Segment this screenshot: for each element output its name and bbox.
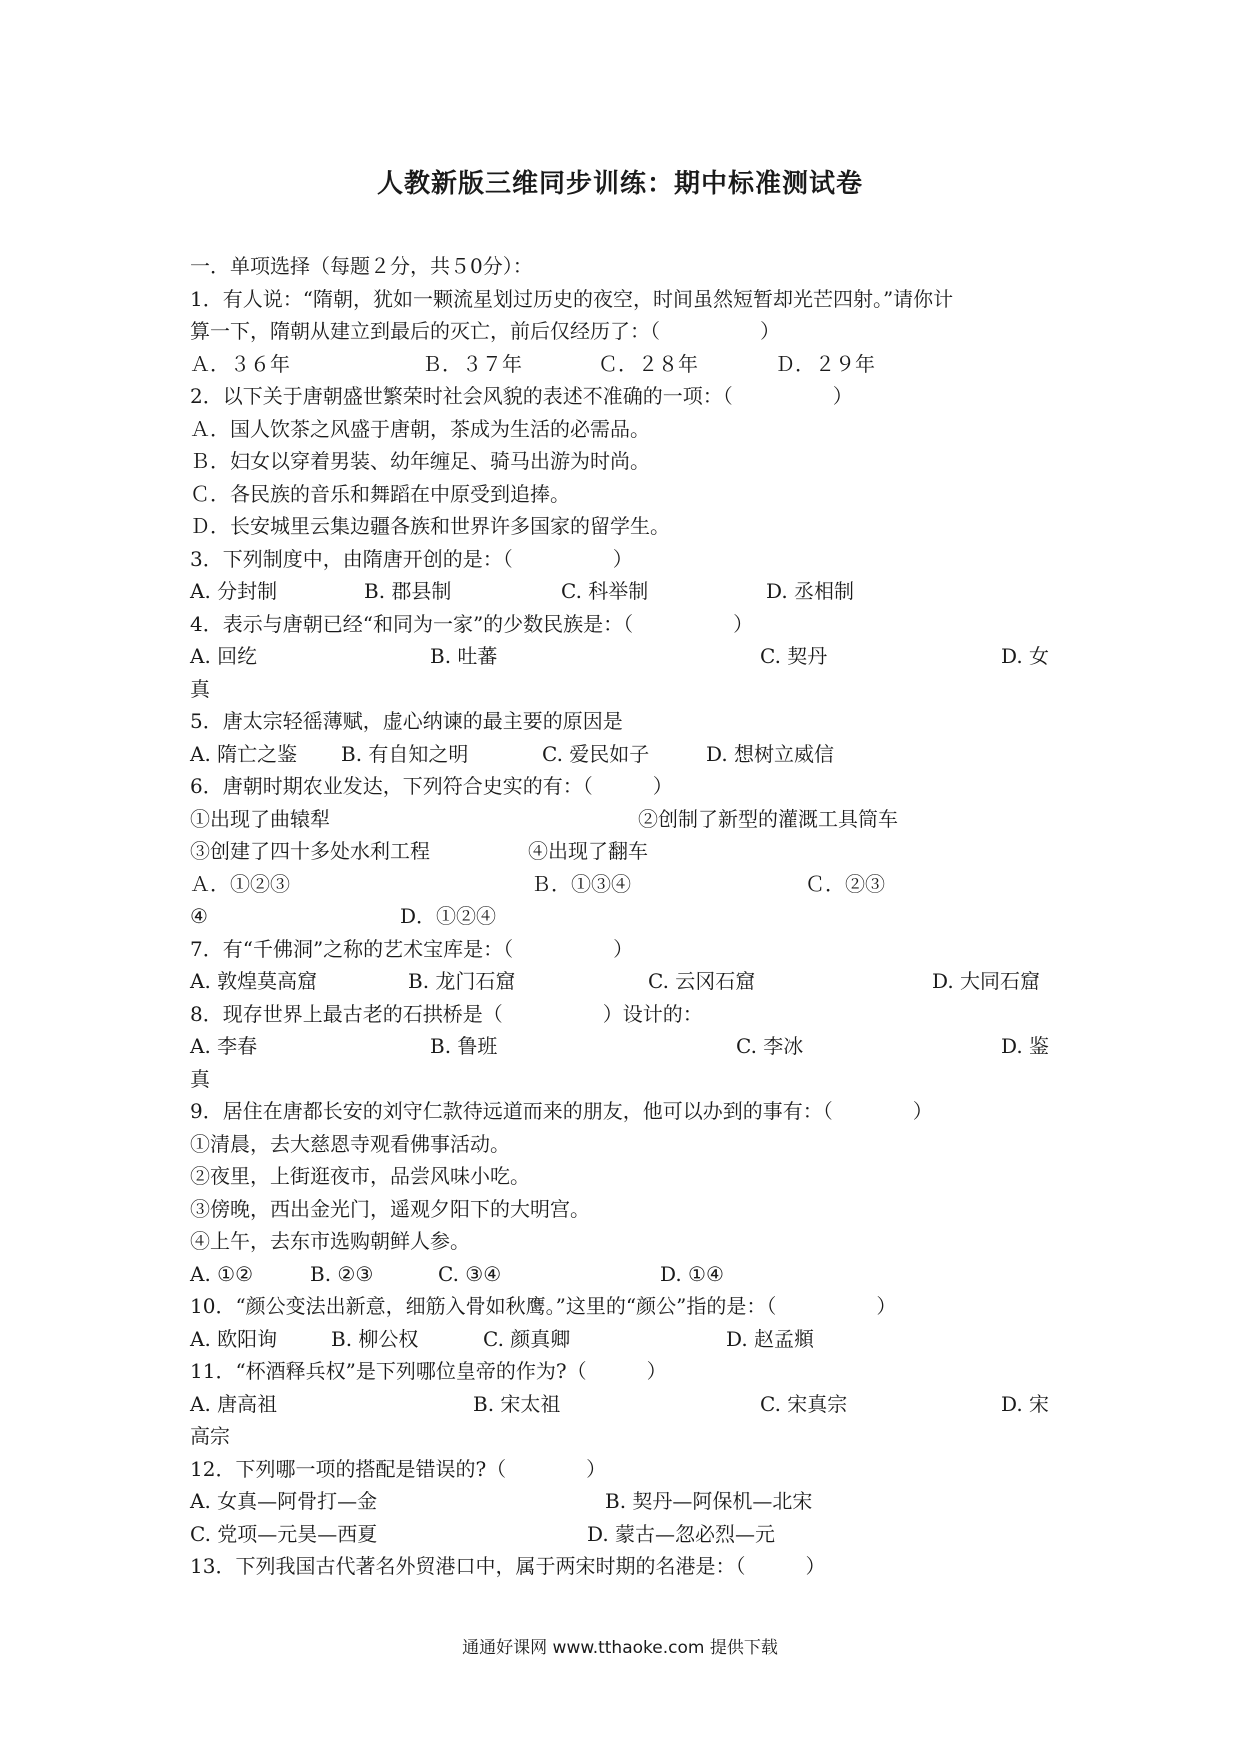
- option-d: D. 鉴: [1001, 1034, 1050, 1058]
- statements-row: [190, 803, 1060, 836]
- question-stem: [190, 1290, 1060, 1323]
- option-a: A. 隋亡之鉴: [190, 741, 298, 766]
- option-line: [190, 413, 1060, 446]
- page-footer: 通通好课网 www.tthaoke.com 提供下载: [462, 1638, 778, 1658]
- statement-line: [190, 1193, 1060, 1226]
- option-c: C. 爱民如子: [542, 741, 650, 766]
- options-row: [190, 868, 1060, 901]
- option-d: Ｄ．长安城里云集边疆各族和世界许多国家的留学生。: [190, 514, 670, 538]
- option-b: Ｂ．３７年: [422, 351, 522, 376]
- question-1-stem-line-1: 1．有人说：“隋朝，犹如一颗流星划过历史的夜空，时间虽然短暂却光芒四射。”请你计: [190, 286, 954, 311]
- option-a: Ａ．３６年: [190, 351, 290, 376]
- option-c: Ｃ．各民族的音乐和舞蹈在中原受到追捧。: [190, 481, 570, 506]
- page-title: 人教新版三维同步训练：期中标准测试卷: [376, 169, 863, 199]
- question-1-stem-line-2: 算一下，隋朝从建立到最后的灭亡，前后仅经历了：（ ）: [190, 319, 780, 343]
- question-5-stem: 5．唐太宗轻徭薄赋，虚心纳谏的最主要的原因是: [190, 709, 623, 733]
- question-stem: [190, 380, 1060, 413]
- option-c: C. 党项—元昊—西夏: [190, 1521, 378, 1546]
- question-12-stem: 12．下列哪一项的搭配是错误的?（ ）: [190, 1456, 607, 1481]
- option-a: A. 唐高祖: [190, 1391, 278, 1416]
- question-stem: [190, 770, 1060, 803]
- option-b: Ｂ．①③④: [531, 871, 631, 896]
- option-d: D. 想树立威信: [706, 741, 835, 766]
- option-c: C. 颜真卿: [483, 1326, 571, 1351]
- options-row: [190, 738, 1060, 771]
- question-4-stem: 4．表示与唐朝已经“和同为一家”的少数民族是：（ ）: [190, 611, 754, 636]
- options-row: [190, 348, 1060, 381]
- option-d-continued: 真: [190, 1066, 210, 1091]
- question-stem: [190, 1355, 1060, 1388]
- option-a: Ａ．①②③: [190, 871, 290, 896]
- statement-3: ③创建了四十多处水利工程: [190, 839, 430, 863]
- question-stem: [190, 283, 1060, 316]
- options-row: [190, 965, 1060, 998]
- options-row: [190, 1323, 1060, 1356]
- option-d: D. 宋: [1001, 1391, 1050, 1416]
- option-b: B. 有自知之明: [341, 741, 469, 766]
- option-d: D. 大同石窟: [932, 969, 1041, 993]
- statement-line: [190, 1225, 1060, 1258]
- question-stem: [190, 933, 1060, 966]
- options-row: [190, 1485, 1060, 1518]
- question-3-stem: 3．下列制度中，由隋唐开创的是：（ ）: [190, 546, 633, 571]
- option-line: [190, 445, 1060, 478]
- section-label: 一．单项选择（每题２分，共５0分）：: [190, 254, 533, 278]
- option-c: C. ③④: [438, 1261, 502, 1286]
- option-b: B. 郡县制: [364, 579, 452, 603]
- option-a: A. 敦煌莫高窟: [190, 969, 318, 993]
- option-b: B. 宋太祖: [473, 1391, 561, 1416]
- option-line: [190, 478, 1060, 511]
- question-8-stem: 8．现存世界上最古老的石拱桥是（ ）设计的：: [190, 1001, 703, 1026]
- option-d: D. 蒙古—忽必烈—元: [587, 1521, 776, 1546]
- option-d: Ｄ．２９年: [775, 351, 875, 376]
- question-11-stem: 11．“杯酒释兵权”是下列哪位皇帝的作为?（ ）: [190, 1359, 667, 1383]
- options-row: [190, 1030, 1060, 1063]
- question-stem: [190, 543, 1060, 576]
- option-c: C. 李冰: [736, 1034, 804, 1058]
- statement-2: ②创制了新型的灌溉工具筒车: [638, 806, 898, 831]
- question-stem: [190, 608, 1060, 641]
- option-a: A. 欧阳询: [190, 1326, 278, 1351]
- option-c: C. 契丹: [760, 644, 828, 668]
- option-b: B. 吐蕃: [430, 644, 498, 668]
- option-a: A. 分封制: [190, 579, 278, 603]
- statement-line: [190, 1160, 1060, 1193]
- option-d-continued: 高宗: [190, 1424, 230, 1448]
- question-6-stem: 6．唐朝时期农业发达，下列符合史实的有：（ ）: [190, 774, 673, 798]
- statements-row: [190, 835, 1060, 868]
- options-row: [190, 1258, 1060, 1291]
- statement-line: [190, 1128, 1060, 1161]
- question-stem: [190, 1095, 1060, 1128]
- option-b: B. ②③: [310, 1261, 374, 1286]
- option-c-continued: ④: [190, 904, 208, 928]
- question-13-stem: 13．下列我国古代著名外贸港口中，属于两宋时期的名港是：（ ）: [190, 1554, 826, 1578]
- options-row: [190, 1388, 1060, 1421]
- option-b: B. 柳公权: [331, 1326, 419, 1351]
- options-row: [190, 575, 1060, 608]
- option-d: D. 丞相制: [766, 579, 855, 603]
- option-c: Ｃ．②③: [805, 871, 885, 896]
- option-c: C. 科举制: [561, 579, 649, 603]
- option-a: A. 女真—阿骨打—金: [190, 1489, 378, 1513]
- option-d: D. 赵孟頫: [726, 1326, 815, 1351]
- option-continuation: [190, 673, 1060, 706]
- options-row: [190, 900, 1060, 933]
- question-stem: [190, 998, 1060, 1031]
- option-line: [190, 510, 1060, 543]
- option-d-continued: 真: [190, 676, 210, 701]
- option-b: Ｂ．妇女以穿着男装、幼年缠足、骑马出游为时尚。: [190, 449, 650, 473]
- option-continuation: [190, 1063, 1060, 1096]
- question-stem: [190, 1550, 1060, 1583]
- option-c: Ｃ．２８年: [598, 351, 698, 376]
- option-c: C. 宋真宗: [760, 1391, 848, 1416]
- statement-3: ③傍晚，西出金光门，遥观夕阳下的大明宫。: [190, 1196, 590, 1221]
- question-stem: [190, 1453, 1060, 1486]
- statement-2: ②夜里，上街逛夜市，品尝风味小吃。: [190, 1164, 530, 1188]
- option-d: D. 女: [1001, 644, 1050, 668]
- options-row: [190, 1518, 1060, 1551]
- question-7-stem: 7．有“千佛洞”之称的艺术宝库是：（ ）: [190, 936, 634, 961]
- exam-content: [190, 250, 1060, 1583]
- option-a: A. ①②: [190, 1261, 254, 1286]
- question-2-stem: 2．以下关于唐朝盛世繁荣时社会风貌的表述不准确的一项：（ ）: [190, 384, 853, 408]
- option-d: D. ①④: [660, 1261, 724, 1286]
- option-b: B. 契丹—阿保机—北宋: [605, 1489, 813, 1513]
- option-d: D．①②④: [400, 904, 497, 928]
- option-a: A. 李春: [190, 1034, 258, 1058]
- question-stem: [190, 315, 1060, 348]
- statement-1: ①清晨，去大慈恩寺观看佛事活动。: [190, 1131, 510, 1156]
- option-c: C. 云冈石窟: [648, 969, 756, 993]
- options-row: [190, 640, 1060, 673]
- question-10-stem: 10．“颜公变法出新意，细筋入骨如秋鹰。”这里的“颜公”指的是：（ ）: [190, 1294, 897, 1318]
- option-b: B. 鲁班: [430, 1034, 498, 1058]
- statement-4: ④上午，去东市选购朝鲜人参。: [190, 1229, 470, 1253]
- question-9-stem: 9．居住在唐都长安的刘守仁款待远道而来的朋友，他可以办到的事有：（ ）: [190, 1099, 933, 1123]
- statement-4: ④出现了翻车: [528, 839, 648, 863]
- option-continuation: [190, 1420, 1060, 1453]
- option-a: Ａ．国人饮茶之风盛于唐朝，茶成为生活的必需品。: [190, 416, 650, 441]
- statement-1: ①出现了曲辕犁: [190, 806, 330, 831]
- option-a: A. 回纥: [190, 644, 258, 668]
- question-stem: [190, 705, 1060, 738]
- option-b: B. 龙门石窟: [408, 969, 516, 993]
- section-heading: [190, 250, 1060, 283]
